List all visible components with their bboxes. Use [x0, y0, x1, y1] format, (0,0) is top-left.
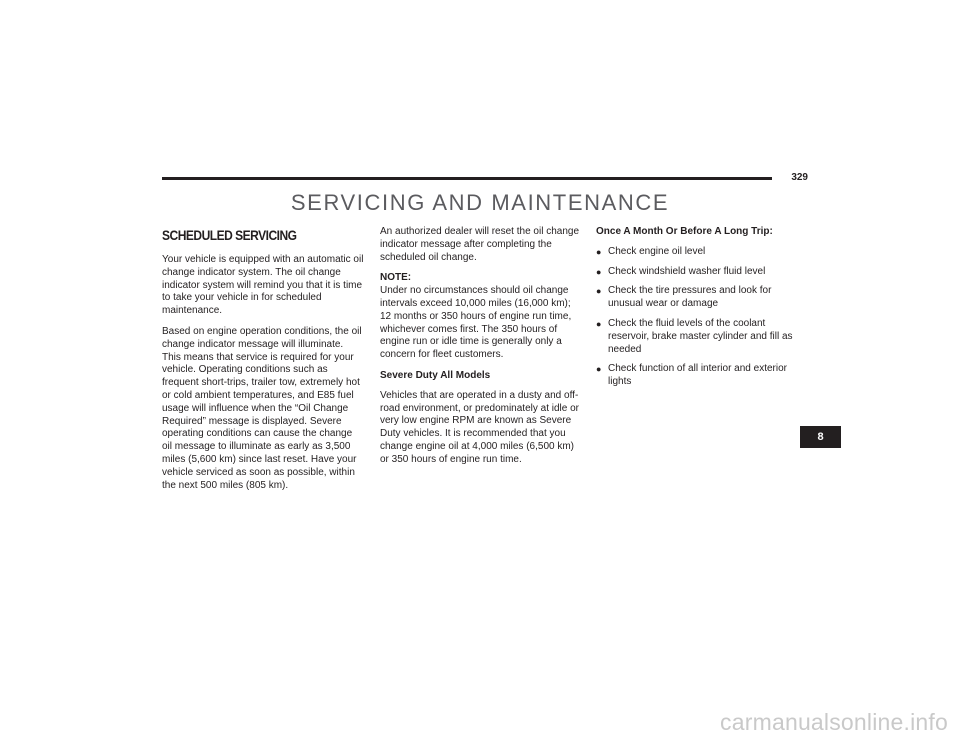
checklist [596, 246, 798, 389]
column-2 [380, 226, 580, 475]
note-text: Under no circumstances should oil change intervals exceed 10,000 miles (16,000 km); 12 months or 350 hours of engine run time, whichever comes first. The 350 hours of engine run or idle time is generally only a concern for fleet customers. [380, 285, 572, 361]
paragraph-severe-duty: Vehicles that are operated in a dusty and off-road environment, or predominately at idle or very low engine RPM are known as Severe Duty vehicles. It is recommended that you change engine oil at 4,000 miles (6,500 km) or 350 hours of engine run time. [380, 389, 579, 465]
column-1 [162, 226, 364, 500]
watermark: carmanualsonline.info [720, 709, 948, 735]
list-item-text: Check the tire pressures and look for unusual wear or damage [608, 285, 772, 310]
list-item [596, 266, 798, 279]
paragraph-conditions: Based on engine operation conditions, the oil change indicator message will illuminate. This means that service is required for your vehicle. Operating conditions such as frequent short-trips, trailer tow, extremely hot or cold ambient temperatures, and E85 fuel usage will influence when the “Oil Change Required” message is displayed. Severe operating conditions can cause the change oil message to illuminate as early as 3,500 miles (5,600 km) since last reset. Have your vehicle serviced as soon as possible, within the next 500 miles (805 km). [162, 325, 362, 491]
list-item [596, 246, 798, 259]
section-heading: SCHEDULED SERVICING [162, 227, 297, 243]
list-item-text: Check function of all interior and exterior lights [608, 363, 787, 388]
paragraph-dealer-reset: An authorized dealer will reset the oil change indicator message after completing the scheduled oil change. [380, 226, 580, 263]
page-number: 329 [791, 172, 808, 183]
list-item [596, 318, 798, 356]
bullet-icon: ● [596, 266, 602, 277]
note-label: NOTE: [380, 272, 412, 284]
chapter-tab: 8 [800, 426, 841, 448]
header-rule [162, 177, 772, 180]
list-item [596, 285, 798, 311]
bullet-icon: ● [596, 318, 602, 329]
note-block [380, 272, 580, 362]
list-item-text: Check windshield washer fluid level [608, 265, 766, 277]
bullet-icon: ● [596, 246, 602, 257]
subheading-monthly-checks: Once A Month Or Before A Long Trip: [596, 226, 773, 237]
chapter-title: SERVICING AND MAINTENANCE [290, 190, 670, 215]
column-3 [596, 226, 798, 396]
list-item-text: Check the fluid levels of the coolant reservoir, brake master cylinder and fill as needed [608, 317, 793, 355]
list-item-text: Check engine oil level [608, 245, 706, 257]
paragraph-intro: Your vehicle is equipped with an automatic oil change indicator system. The oil change indicator system will remind you that it is time to take your vehicle in for scheduled maintenance. [162, 254, 364, 317]
subheading-severe-duty: Severe Duty All Models [380, 369, 491, 381]
list-item [596, 363, 798, 389]
bullet-icon: ● [596, 286, 602, 297]
bullet-icon: ● [596, 364, 602, 375]
